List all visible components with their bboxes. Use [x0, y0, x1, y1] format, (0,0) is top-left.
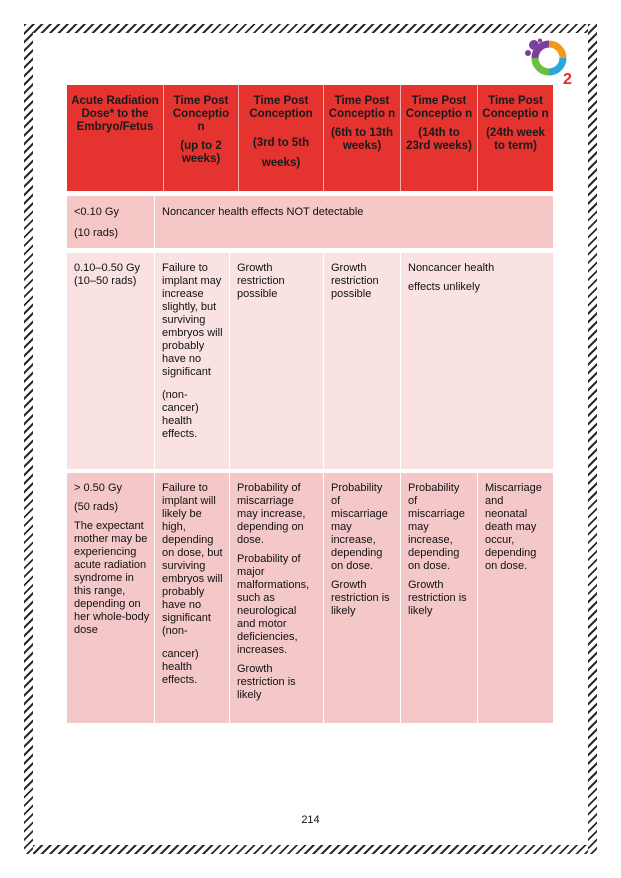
dose-value: <0.10 Gy: [74, 206, 119, 218]
dose-cell: [67, 196, 154, 248]
svg-text:2: 2: [563, 71, 572, 88]
effect-cell-merged: [400, 253, 553, 469]
effect-text: Noncancer health: [408, 262, 495, 274]
dose-rads: (50 rads): [74, 501, 119, 513]
table-row: [67, 253, 553, 469]
header-week-6-13: [323, 85, 400, 191]
effect-text: Miscarriage and neonatal death may occur, depending on dose.: [485, 482, 542, 572]
header-title: Time Post Conceptio n: [405, 95, 473, 120]
header-title: Time Post Conceptio n: [482, 95, 549, 120]
header-range: (24th week to term): [486, 127, 545, 152]
header-title: Time Post Conceptio n: [172, 95, 230, 133]
header-range: (6th to 13th weeks): [331, 127, 393, 152]
header-dose-title: Acute Radiation Dose* to the Embryo/Fetus: [71, 95, 159, 133]
effect-cell-merged: [154, 196, 553, 248]
dose-cell: [67, 473, 154, 723]
header-range: (14th to 23rd weeks): [406, 127, 472, 152]
effect-text: Growth restriction possible: [237, 262, 285, 300]
effect-text: Growth restriction is likely: [408, 579, 467, 617]
effect-cell: [154, 253, 229, 469]
effect-text: Probability of miscarriage may increase, depending on dose.: [331, 482, 388, 572]
effect-text: cancer) health effects.: [162, 648, 199, 686]
effect-cell: [229, 253, 323, 469]
header-dose: [67, 85, 163, 191]
header-week-14-23: [400, 85, 477, 191]
header-range: (up to 2 weeks): [180, 140, 222, 165]
dose-rads: (10 rads): [74, 227, 119, 239]
page-border-bottom: [24, 845, 597, 854]
effect-text: Probability of miscarriage may increase, depending on dose.: [408, 482, 465, 572]
effect-text: Probability of miscarriage may increase, depending on dose.: [237, 482, 306, 546]
effect-text: Probability of major malformations, such as neurological and motor deficiencies, increases.: [237, 553, 310, 656]
header-title: Time Post Conceptio n: [328, 95, 396, 120]
header-title: Time Post Conception: [249, 95, 313, 120]
effect-text: (non-cancer) health effects.: [162, 389, 199, 440]
effect-cell: [400, 473, 477, 723]
dose-note: The expectant mother may be experiencing acute radiation syndrome in this range, depending on her whole-body dose: [74, 520, 150, 636]
effect-text: Failure to implant will likely be high, depending on dose, but surviving embryos will probably have no significant (non-: [162, 482, 223, 637]
dose-value: 0.10–0.50 Gy (10–50 rads): [74, 262, 141, 287]
page-border-top: [24, 24, 597, 33]
effect-text: Growth restriction is likely: [331, 579, 390, 617]
table-row: [67, 473, 553, 723]
effect-text: Growth restriction possible: [331, 262, 379, 300]
o2-logo-icon: [524, 38, 578, 88]
effect-text: Growth restriction is likely: [237, 663, 296, 701]
header-range: (3rd to 5th weeks): [252, 137, 310, 169]
dose-cell: [67, 253, 154, 469]
header-week-24-term: [477, 85, 553, 191]
effect-text: Failure to implant may increase slightly, but surviving embryos will probably have no significant: [162, 262, 223, 378]
header-week-3-5: [238, 85, 323, 191]
effect-cell: [477, 473, 553, 723]
effect-text: effects unlikely: [408, 281, 480, 293]
page-border-right: [588, 24, 597, 854]
effect-cell: [323, 253, 400, 469]
page-number: 214: [301, 814, 320, 826]
effect-cell: [229, 473, 323, 723]
page-border-left: [24, 24, 33, 854]
table-row: [67, 196, 553, 248]
header-week-0-2: [163, 85, 238, 191]
effect-cell: [323, 473, 400, 723]
effect-cell: [154, 473, 229, 723]
effect-text: Noncancer health effects NOT detectable: [162, 206, 364, 218]
dose-value: > 0.50 Gy: [74, 482, 123, 494]
